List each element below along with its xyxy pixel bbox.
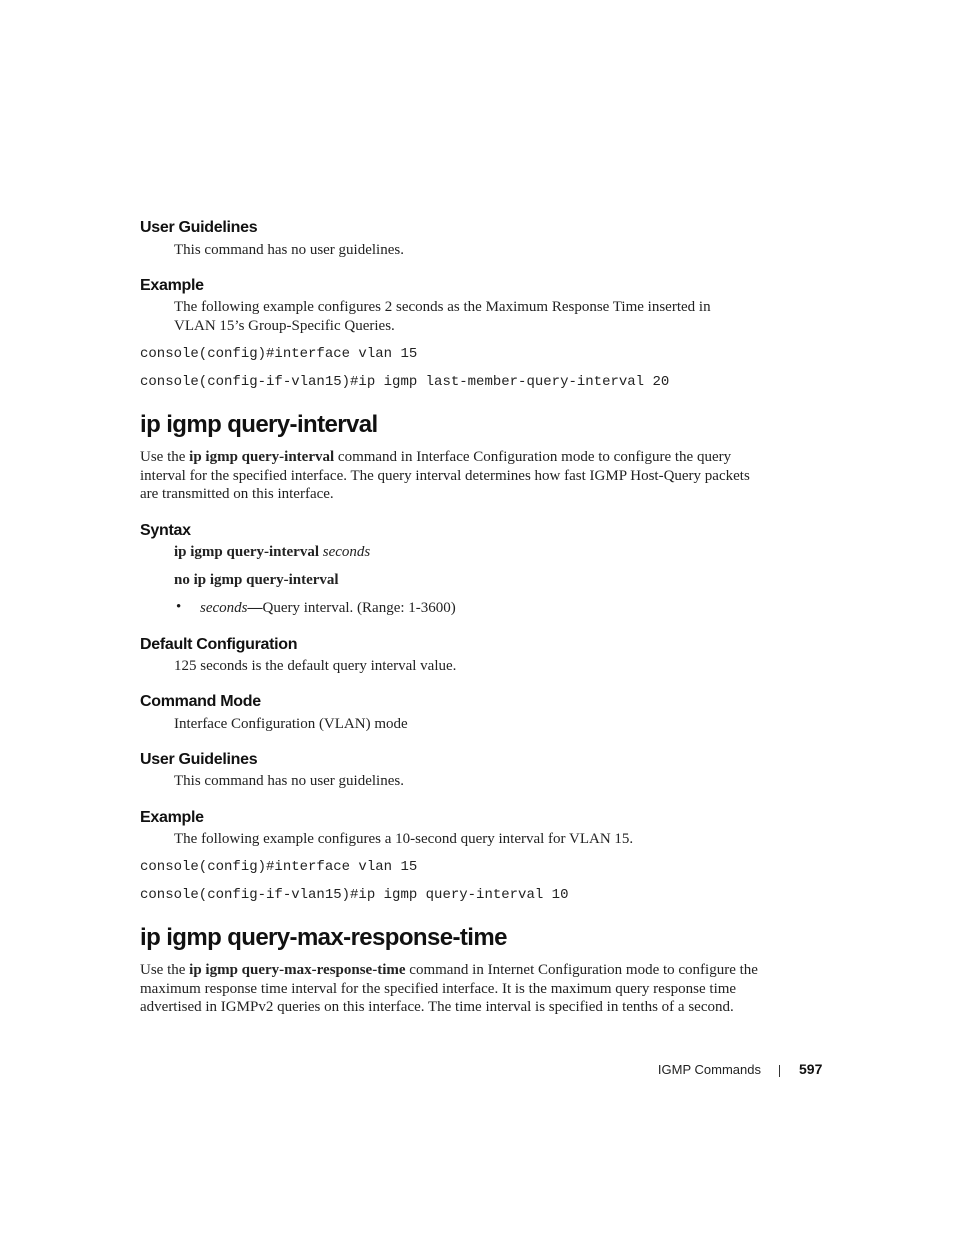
- intro-command: ip igmp query-max-response-time: [189, 962, 406, 978]
- syntax-no-command: no ip igmp query-interval: [174, 572, 339, 588]
- example-heading: Example: [140, 277, 204, 294]
- param-item: [200, 599, 760, 618]
- code-line: console(config-if-vlan15)#ip igmp query-interval 10: [140, 887, 569, 903]
- intro-command: ip igmp query-interval: [189, 449, 335, 465]
- user-guidelines-heading: User Guidelines: [140, 751, 258, 768]
- section-intro: [140, 961, 764, 1017]
- param-name: seconds: [200, 600, 248, 616]
- param-dash: —: [247, 600, 263, 616]
- syntax-heading: Syntax: [140, 522, 191, 539]
- command-mode-heading: Command Mode: [140, 693, 261, 710]
- section-title: ip igmp query-interval: [140, 411, 378, 438]
- code-line: console(config)#interface vlan 15: [140, 859, 418, 875]
- user-guidelines-heading: User Guidelines: [140, 219, 258, 236]
- intro-post: command in Interface Configuration mode to configure the query interval for the specified interface. The query interval determines how fast IGMP Host-Query packets are transmitted on this interface.: [140, 449, 750, 502]
- user-guidelines-text: This command has no user guidelines.: [174, 242, 404, 258]
- intro-post: command in Internet Configuration mode to configure the maximum response time interval for the specified interface. It is the maximum query response time advertised in IGMPv2 queries on this interface. The time interval is specified in tenths of a second.: [140, 962, 758, 1015]
- footer-section-name: IGMP Commands: [657, 1062, 761, 1077]
- example-text: The following example configures a 10-second query interval for VLAN 15.: [174, 831, 634, 847]
- default-config-text: 125 seconds is the default query interval value.: [174, 658, 457, 674]
- code-line: console(config-if-vlan15)#ip igmp last-member-query-interval 20: [140, 374, 670, 390]
- intro-pre: Use the: [140, 449, 190, 465]
- page-number: 597: [799, 1061, 823, 1077]
- user-guidelines-text: This command has no user guidelines.: [174, 773, 404, 789]
- example-text: The following example configures 2 seconds as the Maximum Response Time inserted in VLAN 15’s Group-Specific Queries.: [174, 299, 711, 334]
- syntax-command: ip igmp query-interval: [174, 544, 319, 560]
- code-line: console(config)#interface vlan 15: [140, 346, 418, 362]
- syntax-param: seconds: [322, 544, 371, 560]
- command-mode-text: Interface Configuration (VLAN) mode: [174, 716, 408, 732]
- footer-divider: [779, 1065, 780, 1077]
- bullet-glyph: •: [176, 599, 182, 615]
- param-desc: Query interval. (Range: 1-3600): [262, 600, 456, 616]
- intro-pre: Use the: [140, 962, 190, 978]
- syntax-no-line: [174, 571, 764, 590]
- section-intro: [140, 448, 764, 504]
- example-heading: Example: [140, 809, 204, 826]
- section-title: ip igmp query-max-response-time: [140, 924, 507, 951]
- default-config-heading: Default Configuration: [140, 636, 298, 653]
- syntax-line: [174, 543, 764, 562]
